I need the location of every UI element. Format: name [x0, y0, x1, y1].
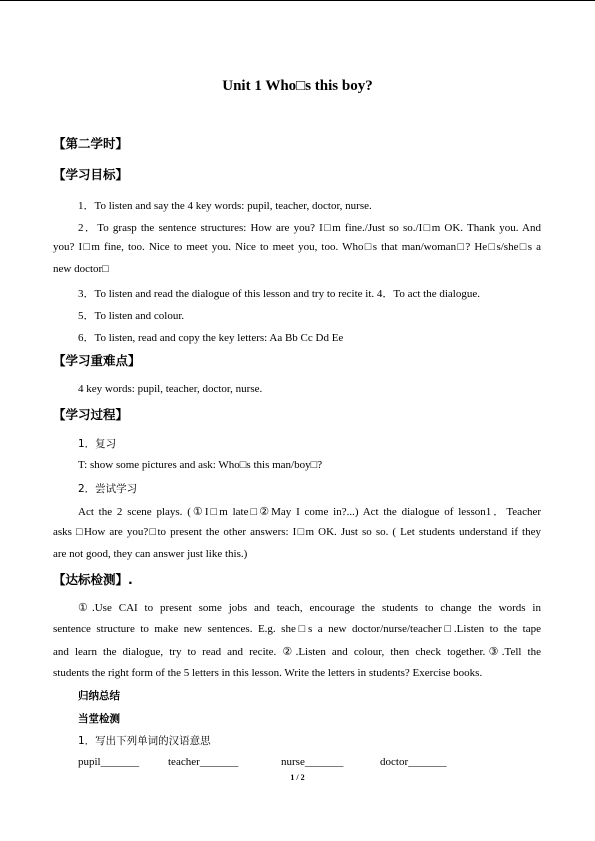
goal-2-line-2: you? I□m fine, too. Nice to meet you. Nice to meet you, too. Who□s that man/woman□? He□s/she□s a	[53, 241, 541, 253]
check-line-2: sentence structure to make new sentences. E.g. she□s a new doctor/nurse/teacher□.Listen to the tape	[53, 623, 541, 635]
class-check-heading: 当堂检测	[78, 713, 120, 725]
top-rule	[0, 0, 595, 1]
check-line-3: and learn the dialogue, try to read and recite. ②.Listen and colour, then check together.③.Tell the	[53, 646, 541, 658]
section-heading-lesson: 【第二学时】	[53, 136, 129, 151]
section-heading-keypoints: 【学习重难点】	[53, 353, 141, 368]
goal-6: 6．To listen, read and copy the key letters: Aa Bb Cc Dd Ee	[78, 332, 344, 344]
goal-2-line-1: 2．To grasp the sentence structures: How are you? I□m fine./Just so so./I□m OK. Thank you. And	[78, 222, 541, 234]
blank-pupil: pupil_______	[78, 756, 140, 768]
blank-nurse: nurse_______	[281, 756, 344, 768]
process-step-1: 1．复习	[78, 438, 117, 450]
process-step-2-line-3: are not good, they can answer just like this.)	[53, 548, 248, 560]
blank-teacher: teacher_______	[168, 756, 239, 768]
question-1: 1．写出下列单词的汉语意思	[78, 735, 211, 747]
goal-2-line-3: new doctor□	[53, 263, 109, 275]
goal-3: 3．To listen and read the dialogue of this lesson and try to recite it. 4．To act the dialogue.	[78, 288, 480, 300]
page-title: Unit 1 Who□s this boy?	[222, 78, 373, 94]
process-step-1-text: T: show some pictures and ask: Who□s this man/boy□?	[78, 459, 323, 471]
goal-5: 5．To listen and colour.	[78, 310, 185, 322]
section-heading-goals: 【学习目标】	[53, 167, 129, 182]
check-line-1: ①.Use CAI to present some jobs and teach, encourage the students to change the words in	[78, 602, 541, 614]
page-number: 1 / 2	[290, 773, 305, 782]
section-heading-check: 【达标检测】.	[53, 572, 133, 587]
process-step-2-line-1: Act the 2 scene plays. (①I□m late□②May I come in?...) Act the dialogue of lesson1．Teacher	[78, 506, 541, 518]
blank-doctor: doctor_______	[380, 756, 447, 768]
goal-1: 1．To listen and say the 4 key words: pupil, teacher, doctor, nurse.	[78, 200, 372, 212]
process-step-2: 2．尝试学习	[78, 483, 138, 495]
check-line-4: students the right form of the 5 letters in this lesson. Write the letters in students? Exercise books.	[53, 667, 483, 679]
process-step-2-line-2: asks □How are you?□to present the other answers: I□m OK. Just so so. ( Let students understand if they	[53, 526, 541, 538]
section-heading-process: 【学习过程】	[53, 407, 129, 422]
summary-heading: 归纳总结	[78, 690, 120, 702]
keypoints-text: 4 key words: pupil, teacher, doctor, nurse.	[78, 383, 263, 395]
